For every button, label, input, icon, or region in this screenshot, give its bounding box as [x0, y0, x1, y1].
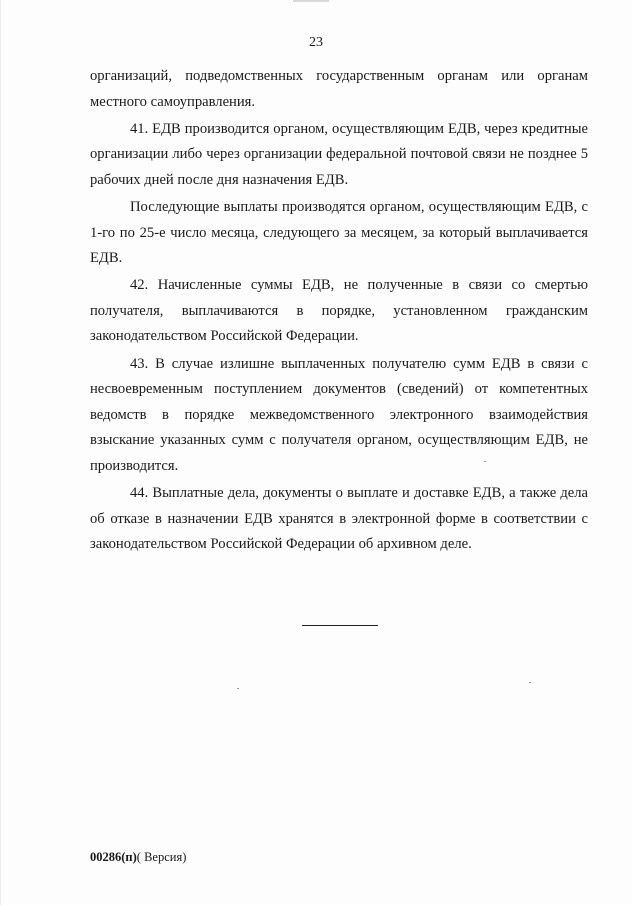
- document-body: [90, 64, 588, 559]
- scan-speck: [237, 688, 239, 689]
- end-divider: [302, 625, 378, 626]
- scan-speck: [529, 682, 531, 683]
- paragraph-43: 43. В случае излишне выплаченных получателю сумм ЕДВ в связи с несвоевременным поступлением документов (сведений) от компетентных ведомств в порядке межведомственного электронного взаимодействия взыскание указанных сумм с получателя органом, осуществляющим ЕДВ, не производится.: [90, 355, 588, 474]
- paragraph-41-followup: Последующие выплаты производятся органом, осуществляющим ЕДВ, с 1-го по 25-е число месяца, следующего за месяцем, за который выплачивается ЕДВ.: [90, 198, 588, 267]
- paragraph-continuation: организаций, подведомственных государственным органам или органам местного самоуправления.: [90, 68, 588, 110]
- document-version: ( Версия): [136, 850, 187, 864]
- document-footer: [90, 850, 186, 865]
- scan-speck: [484, 461, 486, 462]
- scan-edge: [0, 0, 1, 905]
- document-code: 00286(п): [90, 850, 137, 864]
- paragraph-41: 41. ЕДВ производится органом, осуществляющим ЕДВ, через кредитные организации либо через организации федеральной почтовой связи не позднее 5 рабочих дней после дня назначения ЕДВ.: [90, 120, 588, 188]
- paragraph-42: 42. Начисленные суммы ЕДВ, не полученные в связи со смертью получателя, выплачиваются в порядке, установленном гражданским законодательством Российской Федерации.: [90, 277, 588, 345]
- scan-top-mark: [293, 0, 329, 2]
- paragraph-44: 44. Выплатные дела, документы о выплате и доставке ЕДВ, а также дела об отказе в назначении ЕДВ хранятся в электронной форме в соответствии с законодательством Российской Федерации об архивном деле.: [90, 485, 588, 553]
- page-number: 23: [309, 35, 323, 50]
